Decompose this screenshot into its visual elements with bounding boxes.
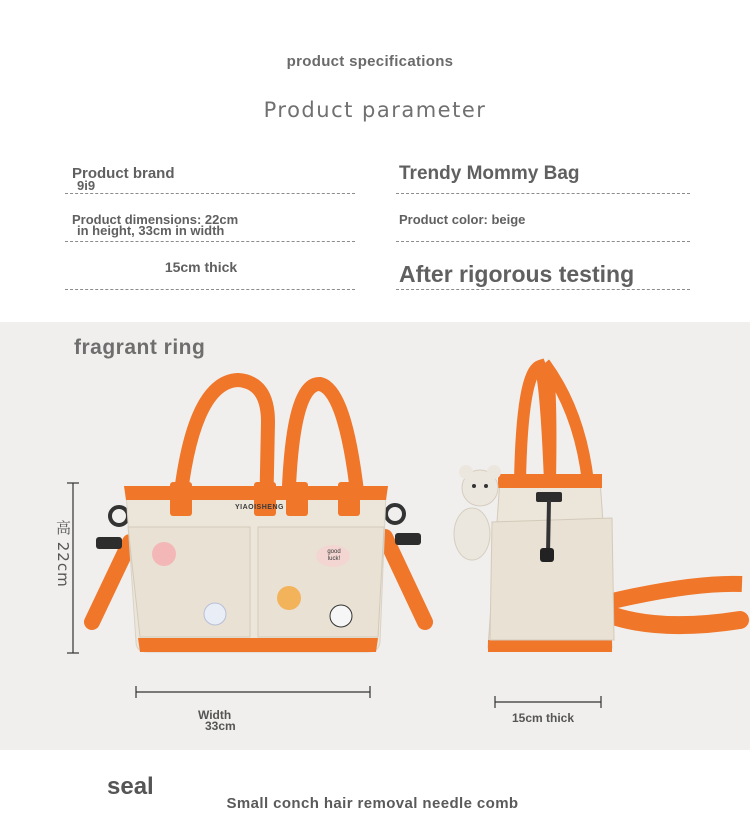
dimensions-line-1: Product dimensions: 22cm xyxy=(72,212,239,227)
bag-side-view xyxy=(454,364,742,652)
photo-caption: fragrant ring xyxy=(74,336,206,359)
section-subtitle: product specifications xyxy=(286,53,454,70)
brand-value: 9i9 xyxy=(77,178,96,193)
thickness-dimension-label: 15cm thick xyxy=(512,711,575,725)
good-luck-badge xyxy=(323,549,345,563)
product-photo xyxy=(0,322,750,750)
dimensions-line-2: in height, 33cm in width xyxy=(77,223,225,238)
footer-caption: Small conch hair removal needle comb xyxy=(226,795,519,812)
color-spec: Product color: beige xyxy=(399,212,526,227)
testing-note: After rigorous testing xyxy=(399,261,635,287)
product-illustration xyxy=(0,322,750,750)
footer-seal-title: seal xyxy=(107,773,154,800)
spec-divider xyxy=(396,241,690,242)
section-title: Product parameter xyxy=(263,98,487,122)
badge-text-line-1: good xyxy=(327,549,341,555)
thickness-spec: 15cm thick xyxy=(164,259,238,275)
spec-divider xyxy=(396,193,690,194)
bag-logo-text: YIAOISHENG xyxy=(235,504,284,511)
spec-divider xyxy=(65,241,355,242)
badge-text-line-2: luck! xyxy=(327,556,341,562)
product-name: Trendy Mommy Bag xyxy=(399,163,580,184)
height-dimension-label: 高 22cm xyxy=(54,520,72,588)
width-dimension-label: Width xyxy=(198,708,232,722)
bag-front-view xyxy=(92,380,425,652)
spec-divider xyxy=(65,193,355,194)
spec-divider xyxy=(65,289,355,290)
brand-label: Product brand xyxy=(72,165,175,182)
spec-divider xyxy=(396,289,690,290)
width-dimension-value: 33cm xyxy=(205,719,236,733)
